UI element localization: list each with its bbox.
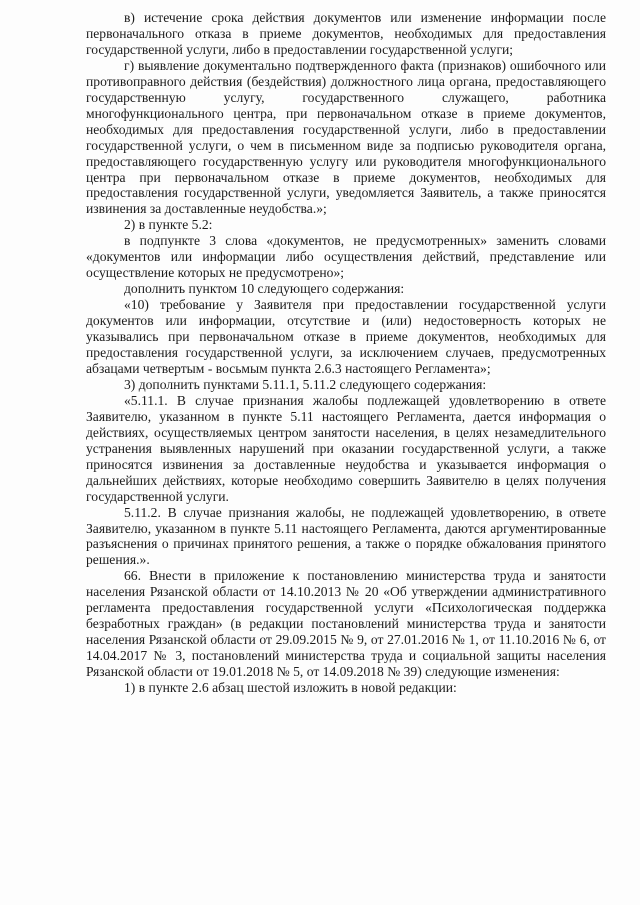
paragraph-point-5-2: 2) в пункте 5.2: (124, 217, 213, 233)
paragraph-item-g: г) выявление документально подтвержденного факта (признаков) ошибочного или противоправного действия (бездействия) должностного лица органа, предоставляющего государственную услугу, государственного служащего, работника многофункционального центра, при первоначальном отказе в приеме документов, необходимых для предоставления государственной услуги, либо в предоставлении государственной услуги, о чем в письменном виде за подписью руководителя органа, предоставляющего государственную услугу или руководителя многофункционального центра при первоначальном отказе в приеме документов, необходимых для предоставления государственной услуги, уведомляется Заявитель, а также приносятся извинения за доставленные неудобства.»; (86, 57, 606, 217)
paragraph-section-66: 66. Внести в приложение к постановлению министерства труда и занятости населения Рязанской области от 14.10.2013 № 20 «Об утверждении административного регламента предоставления государственной услуги «Психологическая поддержка безработных граждан» (в редакции постановлений министерства труда и занятости населения Рязанской области от 29.09.2015 № 9, от 27.01.2016 № 1, от 11.10.2016 № 6, от 14.04.2017 № 3, постановлений министерства труда и социальной защиты населения Рязанской области от 19.01.2018 № 5, от 14.09.2018 № 39) следующие изменения: (86, 568, 606, 680)
paragraph-5-11-2: 5.11.2. В случае признания жалобы, не подлежащей удовлетворению, в ответе Заявителю, указанном в пункте 5.11 настоящего Регламента, даются аргументированные разъяснения о причинах принятого решения, а также о порядке обжалования принятого решения.». (86, 504, 606, 568)
paragraph-point-2-6: 1) в пункте 2.6 абзац шестой изложить в новой редакции: (124, 680, 457, 696)
document-body (86, 10, 606, 696)
paragraph-add-points-5-11: 3) дополнить пунктами 5.11.1, 5.11.2 следующего содержания: (124, 376, 487, 392)
paragraph-subpoint-3: в подпункте 3 слова «документов, не предусмотренных» заменить словами «документов или информации либо осуществления действий, представление или осуществление которых не предусмотрено»; (86, 233, 606, 281)
paragraph-point-10-text: «10) требование у Заявителя при предоставлении государственной услуги документов или информации, отсутствие и (или) недостоверность которых не указывались при первоначальном отказе в приеме документов, необходимых для предоставления государственной услуги, за исключением случаев, предусмотренных абзацами четвертым - восьмым пункта 2.6.3 настоящего Регламента»; (86, 297, 606, 376)
paragraph-item-v: в) истечение срока действия документов или изменение информации после первоначального отказа в приеме документов, необходимых для предоставления государственной услуги, либо в предоставлении государственной услуги; (86, 10, 606, 57)
paragraph-5-11-1: «5.11.1. В случае признания жалобы подлежащей удовлетворению в ответе Заявителю, указанном в пункте 5.11 настоящего Регламента, дается информация о действиях, осуществляемых центром занятости населения, в целях незамедлительного устранения выявленных нарушений при оказании государственной услуги, а также приносятся извинения за доставленные неудобства и указывается информация о дальнейших действиях, которые необходимо совершить Заявителю в целях получения государственной услуги. (86, 392, 606, 504)
paragraph-add-point-10: дополнить пунктом 10 следующего содержания: (124, 281, 405, 297)
